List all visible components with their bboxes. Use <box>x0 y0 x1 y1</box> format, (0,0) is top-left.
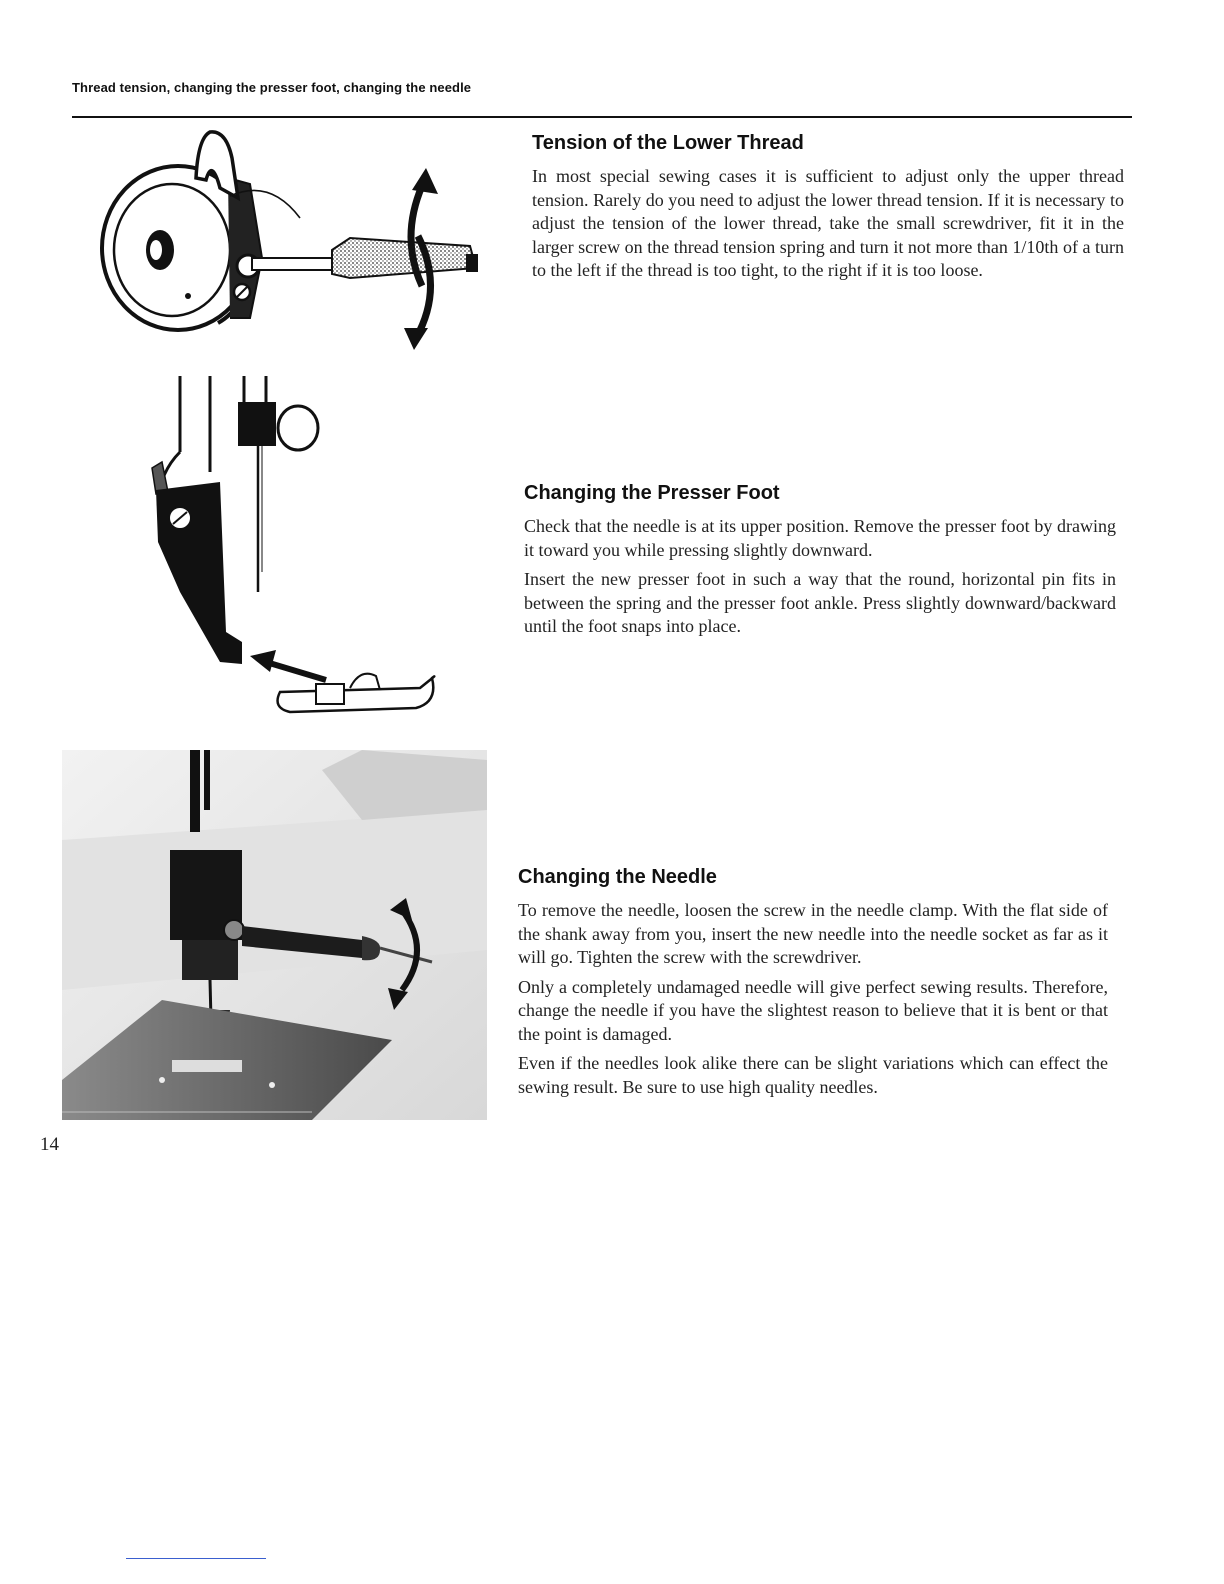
needle-change-photo <box>62 750 487 1120</box>
presser-foot-illustration <box>140 372 450 720</box>
section-title: Changing the Needle <box>518 866 717 888</box>
paragraph: Insert the new presser foot in such a way that the round, horizontal pin fits in between the spring and the presser foot ankle. Press slightly downward/backward until the foot snaps into place. <box>524 569 1116 636</box>
section-needle <box>518 866 1108 1105</box>
footer-rule <box>126 1558 266 1559</box>
paragraph: To remove the needle, loosen the screw in the needle clamp. With the flat side of the shank away from you, insert the new needle into the needle socket as far as it will go. Tighten the screw with the screwdriver. <box>518 900 1108 967</box>
section-presser-foot <box>524 482 1116 645</box>
page-number: 14 <box>40 1134 59 1155</box>
paragraph: Check that the needle is at its upper position. Remove the presser foot by drawing it toward you while pressing slightly downward. <box>524 516 1116 560</box>
section-title: Tension of the Lower Thread <box>532 132 804 154</box>
running-head: Thread tension, changing the presser foot, changing the needle <box>72 80 472 95</box>
section-title: Changing the Presser Foot <box>524 482 780 504</box>
bobbin-case-illustration <box>100 118 490 354</box>
paragraph: Only a completely undamaged needle will give perfect sewing results. Therefore, change the needle if you have the slightest reason to believe that it is bent or that the point is damaged. <box>518 976 1108 1044</box>
paragraph: Even if the needles look alike there can be slight variations which can effect the sewing result. Be sure to use high quality needles. <box>518 1053 1108 1097</box>
paragraph: In most special sewing cases it is sufficient to adjust only the upper thread tension. Rarely do you need to adjust the lower thread tension. If it is necessary to adjust the tension of the lower thread, take the small screwdriver, fit it in the larger screw on the thread tension spring and turn it not more than 1/10th of a turn to the left if the thread is too tight, to the right if it is too loose. <box>532 166 1124 280</box>
section-lower-thread <box>532 132 1124 289</box>
